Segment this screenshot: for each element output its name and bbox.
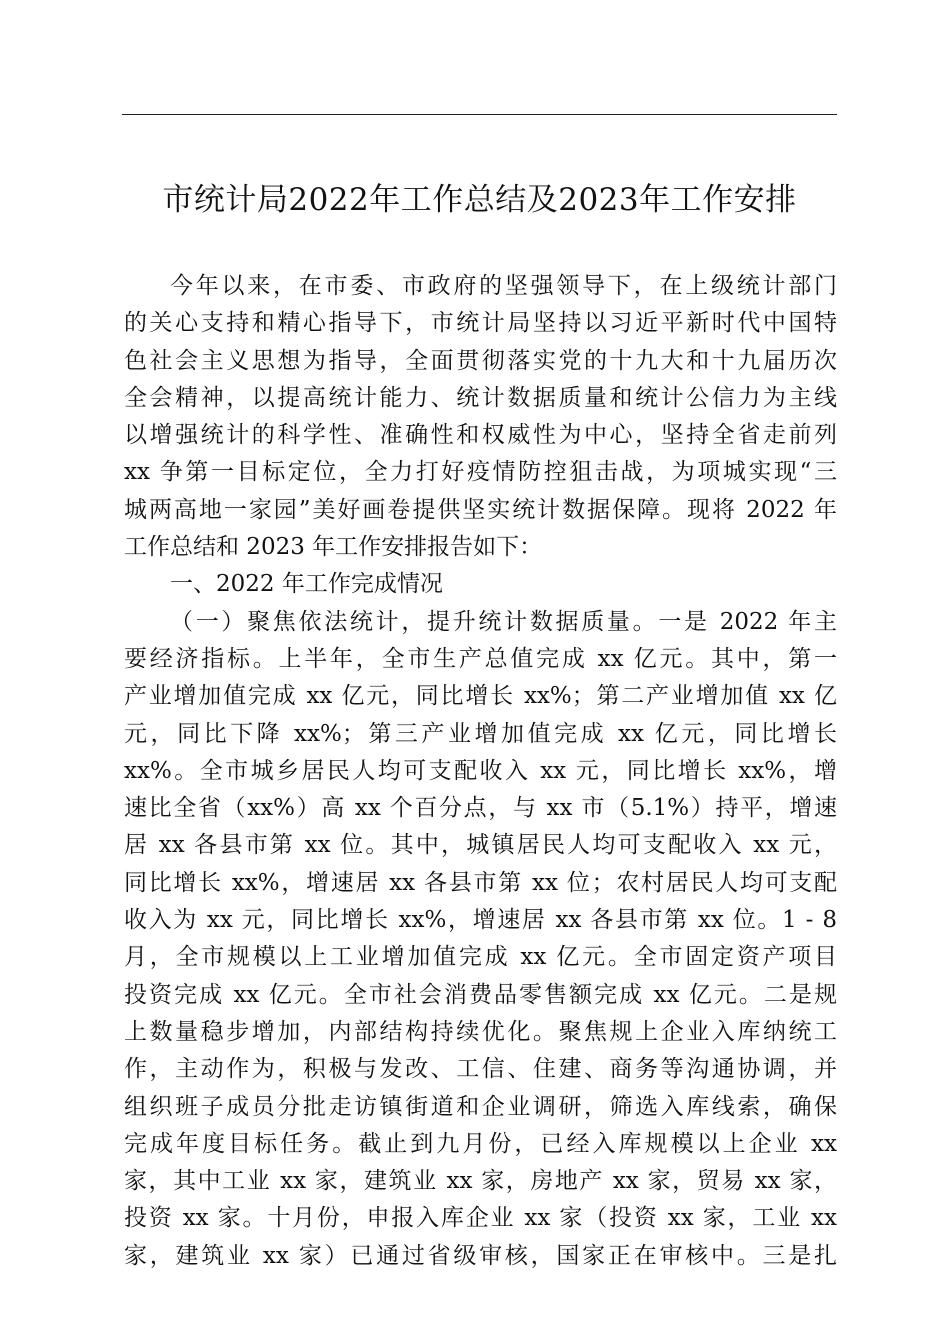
- body-line: 家，建筑业 xx 家）已通过省级审核，国家正在审核中。三是扎: [124, 1242, 837, 1269]
- body-line: 色社会主义思想为指导，全面贯彻落实党的十九大和十九届历次: [124, 347, 837, 374]
- body-line: 作，主动作为，积极与发改、工信、住建、商务等沟通协调，并: [124, 1056, 837, 1083]
- body-line: 收入为 xx 元，同比增长 xx%，增速居 xx 各县市第 xx 位。1 - 8: [124, 907, 837, 934]
- body-line: 组织班子成员分批走访镇街道和企业调研，筛选入库线索，确保: [124, 1093, 837, 1120]
- body-line: （一）聚焦依法统计，提升统计数据质量。一是 2022 年主: [170, 608, 837, 635]
- body-line: 同比增长 xx%，增速居 xx 各县市第 xx 位；农村居民人均可支配: [124, 869, 837, 896]
- body-line: 城两高地一家园”美好画卷提供坚实统计数据保障。现将 2022 年: [124, 496, 837, 523]
- document-title: 市统计局2022年工作总结及2023年工作安排: [162, 182, 797, 218]
- body-line: 元，同比下降 xx%；第三产业增加值完成 xx 亿元，同比增长: [124, 720, 837, 747]
- header-rule: [122, 114, 837, 115]
- body-line: xx%。全市城乡居民人均可支配收入 xx 元，同比增长 xx%，增: [124, 757, 837, 784]
- body-line: 要经济指标。上半年，全市生产总值完成 xx 亿元。其中，第一: [124, 645, 837, 672]
- body-line: 投资 xx 家。十月份，申报入库企业 xx 家（投资 xx 家，工业 xx: [124, 1205, 837, 1232]
- body-line: 上数量稳步增加，内部结构持续优化。聚焦规上企业入库纳统工: [124, 1018, 837, 1045]
- body-line: 以增强统计的科学性、准确性和权威性为中心，坚持全省走前列: [124, 422, 837, 449]
- body-line: 今年以来，在市委、市政府的坚强领导下，在上级统计部门: [170, 273, 837, 299]
- body-line: 全会精神，以提高统计能力、统计数据质量和统计公信力为主线: [124, 384, 837, 411]
- body-line: 居 xx 各县市第 xx 位。其中，城镇居民人均可支配收入 xx 元，: [124, 832, 837, 859]
- document-body: [124, 268, 837, 1275]
- body-line: 家，其中工业 xx 家，建筑业 xx 家，房地产 xx 家，贸易 xx 家，: [124, 1168, 837, 1195]
- body-line: 投资完成 xx 亿元。全市社会消费品零售额完成 xx 亿元。二是规: [124, 981, 837, 1008]
- body-line: 速比全省（xx%）高 xx 个百分点，与 xx 市（5.1%）持平，增速: [124, 795, 837, 822]
- body-line: 产业增加值完成 xx 亿元，同比增长 xx%；第二产业增加值 xx 亿: [124, 683, 837, 710]
- section-heading: 一、2022 年工作完成情况: [170, 571, 443, 598]
- body-line: 的关心支持和精心指导下，市统计局坚持以习近平新时代中国特: [124, 310, 837, 337]
- body-line: xx 争第一目标定位，全力打好疫情防控狙击战，为项城实现“三: [124, 459, 837, 486]
- body-line: 工作总结和 2023 年工作安排报告如下：: [124, 534, 543, 561]
- body-line: 月，全市规模以上工业增加值完成 xx 亿元。全市固定资产项目: [124, 944, 837, 971]
- body-line: 完成年度目标任务。截止到九月份，已经入库规模以上企业 xx: [124, 1130, 837, 1157]
